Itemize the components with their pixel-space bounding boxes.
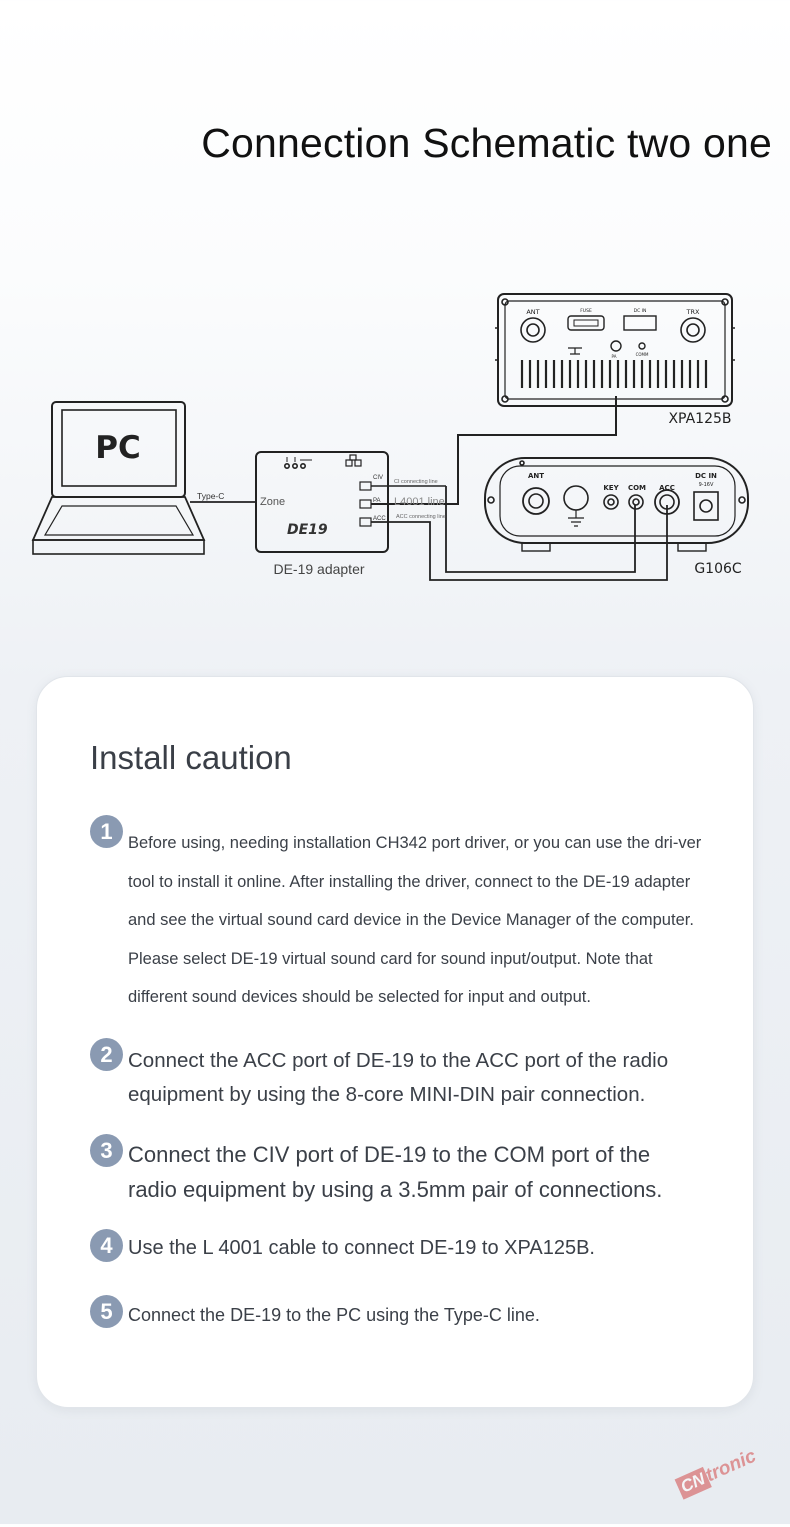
watermark-cn: CN — [675, 1467, 712, 1500]
type-c-label: Type-C — [197, 491, 225, 501]
step-number-badge: 4 — [90, 1229, 123, 1262]
connection-diagram — [0, 280, 790, 600]
acc-line-label: ACC connecting line — [396, 514, 446, 520]
install-caution-card — [36, 676, 754, 1408]
zone-label: Zone — [260, 496, 286, 508]
amp-name: XPA125B — [668, 411, 732, 427]
de19-brand: DE19 — [287, 522, 328, 538]
port-pa-label: PA — [373, 498, 381, 504]
step-text: Connect the CIV port of DE-19 to the COM port of the radio equipment by using a 3.5mm pair of connections. — [128, 1142, 663, 1202]
watermark-text: tronic — [702, 1445, 760, 1487]
amp-trx-label: TRX — [686, 308, 700, 316]
radio-dcin-label: DC IN — [695, 472, 717, 480]
amp-fuse-label: FUSE — [580, 309, 592, 314]
port-civ-label: CIV — [373, 475, 384, 481]
step-text: Connect the ACC port of DE-19 to the ACC port of the radio equipment by using the 8-core MINI-DIN pair connection. — [128, 1049, 669, 1106]
amp-ant-label: ANT — [526, 308, 540, 316]
radio-acc-label: ACC — [659, 484, 675, 492]
pc-label: PC — [95, 430, 141, 466]
step-text: Connect the DE-19 to the PC using the Type-C line. — [128, 1305, 540, 1325]
watermark-logo — [675, 1439, 788, 1527]
step-text: Before using, needing installation CH342 port driver, or you can use the dri-ver tool to install it online. After installing the driver, connect to the DE-19 adapter and see the virtual sound card device in the Device Manager of the computer. Please select DE-19 virtual sound card for sound input/output. Note that different sound devices should be selected for input and output. — [128, 834, 702, 1006]
caution-title: Install caution — [90, 739, 292, 776]
radio-ant-label: ANT — [527, 472, 545, 480]
step-number-badge: 2 — [90, 1038, 123, 1071]
radio-key-label: KEY — [603, 484, 619, 492]
amp-comm-label: COMM — [635, 352, 649, 357]
amp-dcin-label: DC IN — [633, 309, 647, 314]
step-number-badge: 1 — [90, 815, 123, 848]
amp-pa-label: PA — [611, 354, 617, 359]
radio-dcv-label: 9-16V — [698, 482, 714, 488]
port-acc-label: ACC — [373, 516, 386, 522]
radio-name: G106C — [694, 561, 742, 577]
step-number-badge: 5 — [90, 1295, 123, 1328]
pc-laptop-icon — [33, 402, 204, 554]
step-text: Use the L 4001 cable to connect DE-19 to XPA125B. — [128, 1237, 595, 1259]
radio-com-label: COM — [627, 484, 647, 492]
l4001-line-label: L4001 line — [394, 496, 445, 508]
civ-line-label: CI connecting line — [394, 479, 438, 485]
step-number-badge: 3 — [90, 1134, 123, 1167]
adapter-caption: DE-19 adapter — [273, 561, 365, 577]
page-title: Connection Schematic two one — [201, 120, 772, 166]
